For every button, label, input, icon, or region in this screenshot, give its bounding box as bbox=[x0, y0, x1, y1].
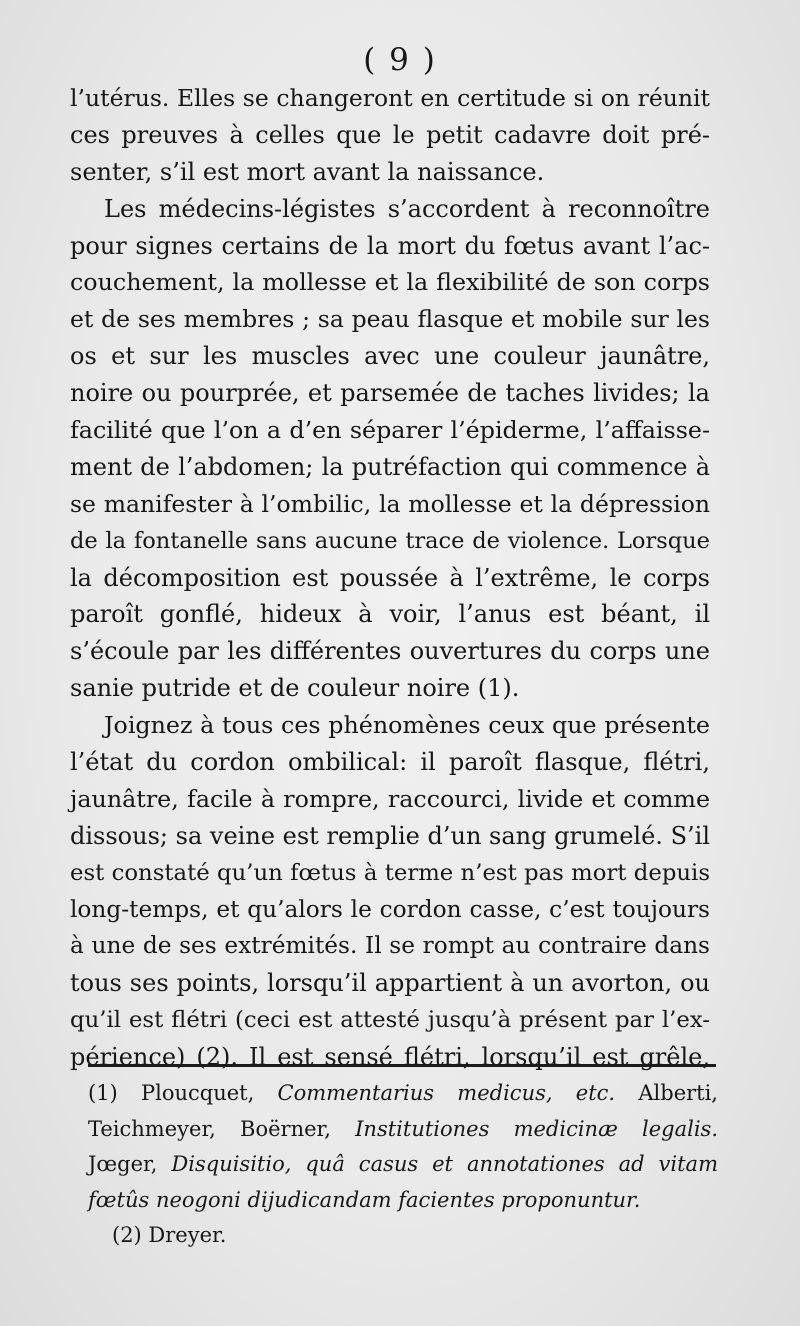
text-line: à une de ses extrémités. Il se rompt au contraire dans bbox=[70, 932, 710, 960]
footnote-italic-text: Institutiones medicinæ legalis. bbox=[355, 1116, 718, 1141]
footnote-text: Alberti, bbox=[615, 1081, 718, 1105]
text-line: senter, s’il est mort avant la naissance. bbox=[70, 157, 545, 186]
text-line: est constaté qu’un fœtus à terme n’est pas mort depuis bbox=[70, 859, 710, 886]
footnote-italic-text: Disquisitio, quâ casus et annotationes ad vitam bbox=[171, 1152, 718, 1176]
text-line: ces preuves à celles que le petit cadavre doit pré- bbox=[70, 120, 710, 149]
footnote-1-line bbox=[88, 1183, 718, 1219]
text-line: s’écoule par les différentes ouvertures du corps une bbox=[70, 637, 710, 666]
text-line: qu’il est flétri (ceci est attesté jusqu’à présent par l’ex- bbox=[70, 1007, 710, 1034]
footnote-text: (1) Ploucquet, bbox=[88, 1081, 278, 1105]
text-line: de la fontanelle sans aucune trace de violence. Lorsque bbox=[70, 527, 710, 554]
text-line: sanie putride et de couleur noire (1). bbox=[70, 674, 520, 703]
text-line: et de ses membres ; sa peau flasque et mobile sur les bbox=[70, 305, 710, 334]
text-line: couchement, la mollesse et la flexibilité de son corps bbox=[70, 268, 710, 297]
text-line: périence) (2). Il est sensé flétri, lorsqu’il est grêle, bbox=[70, 1043, 710, 1072]
text-line: noire ou pourprée, et parsemée de taches livides; la bbox=[70, 379, 710, 408]
text-line: tous ses points, lorsqu’il appartient à un avorton, ou bbox=[70, 969, 710, 998]
footnote-rule bbox=[88, 1064, 716, 1067]
paragraph-2 bbox=[70, 191, 710, 707]
footnote-text: Jœger, bbox=[88, 1152, 172, 1176]
page-number: ( 9 ) bbox=[363, 42, 437, 78]
text-line: os et sur les muscles avec une couleur jaunâtre, bbox=[70, 342, 710, 371]
text-line: l’utérus. Elles se changeront en certitude si on réunit bbox=[70, 84, 710, 112]
footnotes bbox=[88, 1076, 718, 1254]
footnote-1-line bbox=[88, 1076, 718, 1112]
footnote-2: (2) Dreyer. bbox=[112, 1223, 227, 1247]
footnote-text: Teichmeyer, Boërner, bbox=[88, 1116, 356, 1141]
text-line: la décomposition est poussée à l’extrême, le corps bbox=[70, 563, 710, 592]
text-line: Les médecins-légistes s’accordent à reconnoître bbox=[104, 194, 710, 223]
text-line: jaunâtre, facile à rompre, raccourci, livide et comme bbox=[70, 784, 710, 813]
footnote-italic-text: Commentarius medicus, etc. bbox=[277, 1081, 616, 1105]
text-line: paroît gonflé, hideux à voir, l’anus est béant, il bbox=[70, 600, 710, 629]
text-line: facilité que l’on a d’en séparer l’épiderme, l’affaisse- bbox=[70, 416, 710, 445]
text-line: dissous; sa veine est remplie d’un sang grumelé. S’il bbox=[70, 821, 710, 850]
paragraph-3 bbox=[70, 707, 710, 1076]
text-line: ment de l’abdomen; la putréfaction qui commence à bbox=[70, 452, 710, 481]
main-text bbox=[70, 80, 710, 1076]
text-line: l’état du cordon ombilical: il paroît flasque, flétri, bbox=[70, 748, 710, 777]
text-line: se manifester à l’ombilic, la mollesse et la dépression bbox=[70, 489, 710, 518]
paragraph-1 bbox=[70, 80, 710, 191]
text-line: Joignez à tous ces phénomènes ceux que présente bbox=[104, 711, 710, 740]
text-line: pour signes certains de la mort du fœtus avant l’ac- bbox=[70, 231, 710, 260]
footnote-italic-text: fœtûs neogoni dijudicandam facientes proponuntur. bbox=[88, 1187, 641, 1212]
footnote-1-line bbox=[88, 1112, 718, 1148]
text-line: long-temps, et qu’alors le cordon casse, c’est toujours bbox=[70, 895, 710, 923]
footnote-1-line bbox=[88, 1147, 718, 1183]
